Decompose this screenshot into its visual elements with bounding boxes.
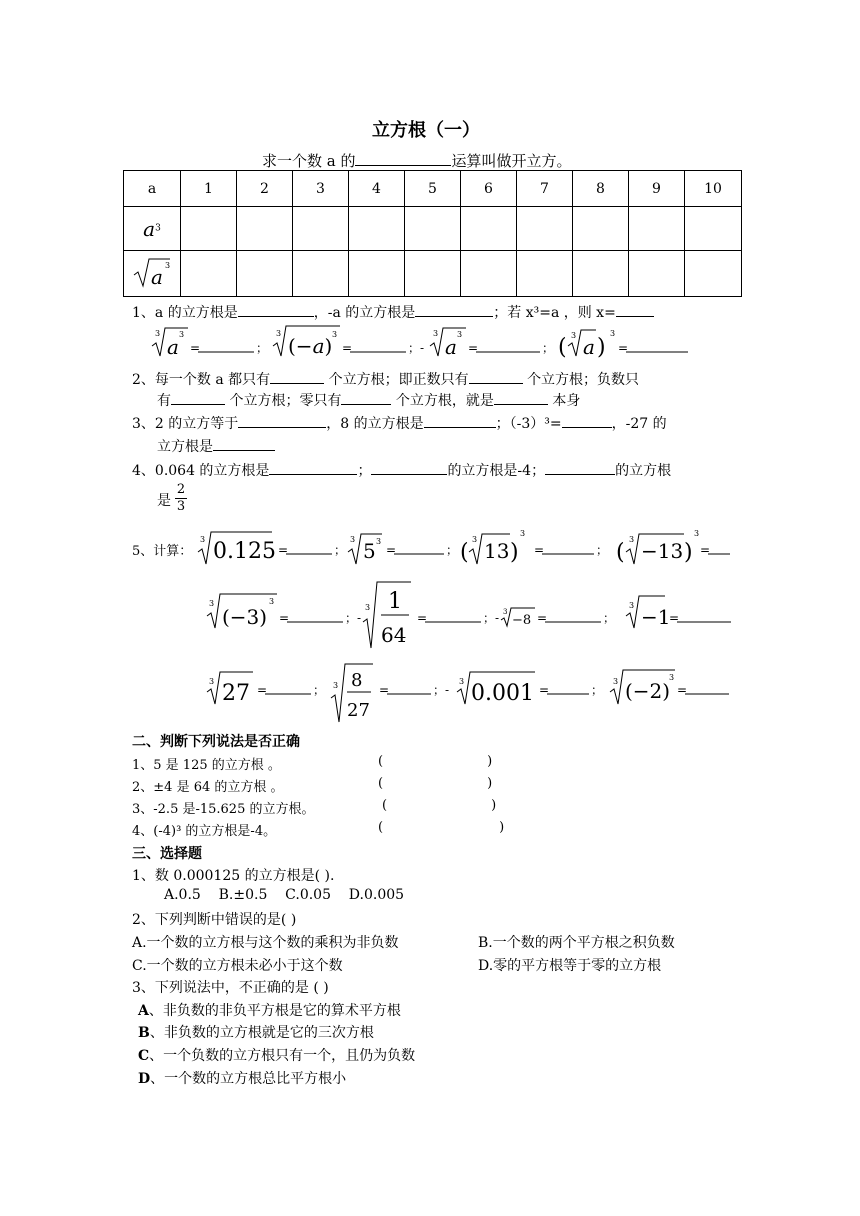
answer-blank[interactable]: [270, 369, 324, 384]
choice-q2-b: B.一个数的两个平方根之积负数: [478, 935, 675, 951]
svg-text:=: =: [700, 543, 711, 557]
svg-text:3: 3: [365, 603, 371, 612]
table-row-a: [124, 171, 742, 207]
table-header-cell: 2: [237, 171, 293, 207]
svg-text:0.125: 0.125: [213, 539, 276, 564]
svg-text:=: =: [190, 341, 201, 355]
svg-text:=: =: [379, 683, 390, 697]
answer-blank[interactable]: [424, 413, 496, 428]
judge-item: 2、±4 是 64 的立方根 。: [132, 780, 284, 795]
svg-text:；: ；: [591, 683, 604, 697]
answer-blank[interactable]: [616, 302, 654, 317]
table-cell[interactable]: [405, 251, 461, 297]
answer-blank[interactable]: [269, 460, 357, 475]
svg-text:(−3): (−3): [222, 605, 268, 629]
table-header-cell: a: [124, 171, 181, 207]
svg-text:): ): [597, 335, 606, 360]
table-row-root: [124, 251, 742, 297]
table-cell[interactable]: [349, 207, 405, 251]
svg-text:3: 3: [269, 597, 275, 606]
svg-text:=: =: [278, 543, 289, 557]
table-header-cell: 4: [349, 171, 405, 207]
table-header-cell: 10: [685, 171, 742, 207]
svg-text:3: 3: [610, 329, 616, 338]
q4-line1: 4、0.064 的立方根是 ； 的立方根是-4； 的立方根: [132, 460, 671, 480]
svg-text:): ): [510, 540, 519, 565]
svg-text:3: 3: [520, 529, 526, 538]
svg-text:=: =: [342, 341, 353, 355]
q5-row2: [205, 578, 735, 650]
judge-paren[interactable]: ( ): [378, 776, 493, 791]
svg-text:−13: −13: [641, 539, 684, 563]
answer-blank[interactable]: [238, 413, 326, 428]
root-label: [124, 251, 181, 297]
svg-text:3: 3: [613, 677, 619, 686]
svg-text:3: 3: [459, 677, 465, 686]
choice-q3-b: B、非负数的立方根就是它的三次方根: [138, 1025, 374, 1041]
svg-text:27: 27: [347, 700, 370, 721]
q3-line1: 3、2 的立方等于 ，8 的立方根是 ；（-3）³= ，-27 的: [132, 413, 667, 433]
table-cell[interactable]: [629, 207, 685, 251]
svg-text:；: ；: [334, 543, 347, 557]
svg-text:13: 13: [484, 539, 510, 563]
svg-text:3: 3: [332, 330, 338, 339]
fraction-2-3: 2 3: [176, 482, 186, 514]
table-header-cell: 3: [293, 171, 349, 207]
svg-text:5: 5: [363, 539, 376, 563]
svg-text:3: 3: [155, 329, 161, 338]
svg-text:；: ；: [542, 341, 555, 355]
svg-text:3: 3: [503, 608, 508, 616]
answer-blank[interactable]: [494, 390, 548, 405]
svg-text:3: 3: [209, 599, 215, 608]
choice-q3-d: D、一个数的立方根总比平方根小: [138, 1071, 347, 1087]
svg-text:；-: ；-: [433, 683, 450, 697]
svg-text:3: 3: [333, 681, 339, 690]
svg-text:；: ；: [596, 543, 609, 557]
table-cell[interactable]: [573, 207, 629, 251]
svg-text:3: 3: [165, 260, 171, 270]
table-header-cell: 5: [405, 171, 461, 207]
svg-text:3: 3: [694, 529, 700, 538]
svg-text:3: 3: [472, 535, 478, 544]
q4-line2: 是: [157, 493, 171, 509]
table-cell[interactable]: [181, 207, 237, 251]
table-cell[interactable]: [685, 207, 742, 251]
q3-line2: 立方根是: [157, 436, 275, 456]
judge-paren[interactable]: ( ): [378, 754, 493, 769]
table-cell[interactable]: [349, 251, 405, 297]
svg-text:3: 3: [276, 329, 282, 338]
svg-text:3: 3: [433, 329, 439, 338]
table-header-cell: 9: [629, 171, 685, 207]
svg-text:=: =: [534, 543, 545, 557]
table-header-cell: 1: [181, 171, 237, 207]
svg-text:): ): [684, 540, 693, 565]
svg-text:=: =: [386, 543, 397, 557]
svg-text:(: (: [616, 540, 625, 565]
judge-item: 1、5 是 125 的立方根 。: [132, 758, 281, 773]
cube-table: [123, 170, 742, 297]
table-header-cell: 6: [461, 171, 517, 207]
svg-text:=: =: [618, 341, 629, 355]
svg-text:；-: ；-: [483, 611, 500, 625]
choice-q3-a: A、非负数的非负平方根是它的算术平方根: [138, 1003, 401, 1019]
svg-text:=: =: [539, 683, 550, 697]
svg-text:=: =: [669, 611, 680, 625]
svg-text:(: (: [460, 540, 469, 565]
svg-text:a: a: [583, 335, 595, 359]
svg-text:3: 3: [376, 537, 382, 546]
choice-q1-options: A.0.5 B.±0.5 C.0.05 D.0.005: [164, 887, 405, 903]
svg-text:3: 3: [629, 601, 635, 610]
answer-blank[interactable]: [371, 460, 447, 475]
answer-blank[interactable]: [562, 413, 612, 428]
svg-text:−8: −8: [512, 613, 532, 628]
table-cell[interactable]: [461, 251, 517, 297]
answer-blank[interactable]: [415, 302, 493, 317]
svg-text:；: ；: [446, 543, 459, 557]
table-cell[interactable]: [405, 207, 461, 251]
answer-blank[interactable]: [545, 460, 615, 475]
svg-text:；-: ；-: [345, 611, 362, 625]
svg-text:3: 3: [209, 677, 215, 686]
answer-blank[interactable]: [213, 436, 275, 451]
q5-row1: [196, 524, 736, 568]
svg-text:；-: ；-: [408, 341, 425, 355]
svg-text:=: =: [257, 683, 268, 697]
svg-text:3: 3: [200, 535, 206, 544]
svg-text:(: (: [558, 335, 567, 360]
svg-text:3: 3: [457, 330, 463, 339]
cube-label: $a^3$: [124, 207, 181, 251]
svg-text:=: =: [279, 611, 290, 625]
svg-text:a: a: [151, 264, 163, 289]
table-row-cube: [124, 207, 742, 251]
choice-q3: 3、下列说法中，不正确的是 ( ): [132, 980, 329, 996]
table-cell[interactable]: [237, 207, 293, 251]
svg-text:27: 27: [222, 681, 250, 706]
table-cell[interactable]: [181, 251, 237, 297]
judge-item: 4、(-4)³ 的立方根是-4。: [132, 824, 277, 839]
svg-text:1: 1: [388, 589, 402, 614]
choice-q2-d: D.零的平方根等于零的立方根: [478, 958, 662, 974]
answer-blank[interactable]: [341, 390, 391, 405]
answer-blank[interactable]: [469, 369, 523, 384]
svg-text:3: 3: [669, 673, 675, 682]
q2-line1: 2、每一个数 a 都只有 个立方根；即正数只有 个立方根；负数只: [132, 369, 639, 389]
svg-text:=: =: [537, 611, 548, 625]
table-cell[interactable]: [293, 207, 349, 251]
judge-paren[interactable]: ( ): [378, 820, 505, 835]
svg-text:a: a: [445, 335, 457, 359]
q1-line: 1、a 的立方根是 ，-a 的立方根是 ；若 x³=a ，则 x=: [132, 302, 654, 322]
svg-text:(−2): (−2): [625, 679, 671, 703]
svg-text:；: ；: [313, 683, 326, 697]
svg-text:=: =: [417, 611, 428, 625]
intro-line: [262, 150, 572, 171]
table-header-cell: 7: [517, 171, 573, 207]
section-3-heading: 三、选择题: [132, 846, 202, 862]
table-header-cell: 8: [573, 171, 629, 207]
table-cell[interactable]: [517, 251, 573, 297]
svg-text:(−a): (−a): [288, 334, 333, 358]
svg-text:3: 3: [629, 535, 635, 544]
choice-q2-a: A.一个数的立方根与这个数的乘积为非负数: [132, 935, 399, 951]
svg-text:；: ；: [603, 611, 616, 625]
intro-blank[interactable]: [355, 151, 451, 166]
svg-text:64: 64: [381, 623, 407, 647]
table-cell[interactable]: [685, 251, 742, 297]
svg-text:0.001: 0.001: [471, 681, 534, 706]
answer-blank[interactable]: [238, 302, 314, 317]
intro-post: 运算叫做开立方。: [451, 152, 572, 170]
svg-text:3: 3: [571, 331, 577, 340]
q5-row3: [205, 658, 735, 724]
q2-line2: 有 个立方根；零只有 个立方根，就是 本身: [157, 390, 580, 410]
q5-label: 5、计算：: [132, 544, 193, 559]
answer-blank[interactable]: [171, 390, 225, 405]
cube-root-a-icon: [130, 255, 174, 289]
page-title: 立方根（一）: [372, 120, 480, 141]
section-2-heading: 二、判断下列说法是否正确: [132, 734, 300, 750]
svg-text:=: =: [468, 341, 479, 355]
table-cell[interactable]: [517, 207, 573, 251]
table-cell[interactable]: [237, 251, 293, 297]
choice-q3-c: C、一个负数的立方根只有一个，且仍为负数: [138, 1048, 416, 1064]
svg-text:−1: −1: [641, 605, 671, 629]
judge-item: 3、-2.5 是-15.625 的立方根。: [132, 802, 315, 817]
table-cell[interactable]: [293, 251, 349, 297]
choice-q2: 2、下列判断中错误的是( ): [132, 912, 297, 928]
table-cell[interactable]: [573, 251, 629, 297]
choice-q1: 1、数 0.000125 的立方根是( ).: [132, 868, 335, 884]
svg-text:=: =: [677, 683, 688, 697]
table-cell[interactable]: [629, 251, 685, 297]
intro-pre: 求一个数 a 的: [262, 152, 356, 170]
svg-text:3: 3: [350, 535, 356, 544]
judge-paren[interactable]: ( ): [382, 798, 497, 813]
q1-formulas: [150, 322, 710, 362]
svg-text:3: 3: [179, 330, 185, 339]
table-cell[interactable]: [461, 207, 517, 251]
choice-q2-c: C.一个数的立方根未必小于这个数: [132, 958, 343, 974]
svg-text:8: 8: [351, 670, 363, 691]
svg-text:a: a: [167, 335, 179, 359]
svg-text:；: ；: [256, 341, 269, 355]
